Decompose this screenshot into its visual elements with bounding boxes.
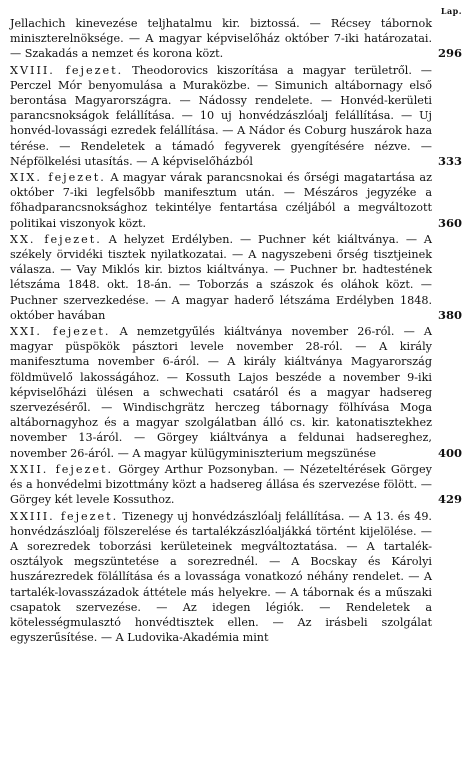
toc-entry-2 bbox=[10, 63, 462, 169]
chapter-heading: XXI. fejezet. bbox=[10, 325, 111, 339]
toc-entry-1 bbox=[10, 16, 462, 62]
chapter-heading: XVIII. fejezet. bbox=[10, 63, 124, 77]
page-number: 360 bbox=[437, 215, 462, 230]
entry-text: A helyzet Erdélyben. — Puchner két kiáltványa. — A székely örvidéki tisztek nyilatkozatai. — A nagyszebeni őrség tisztjeinek válasza. — Vay Miklós kir. biztos kiáltványa. — Puchner br. hadtestének létszáma 1848. okt. 18-án. — Toborzás a szászok és oláhok közt. — Puchner szervezkedése. — A magyar haderő létszáma Erdélyben 1848. október havában bbox=[10, 232, 433, 322]
entry-text: A nemzetgyűlés kiáltványa november 26-ról. — A magyar püspökök pásztori levele november 28-ról. — A király manifesztuma november 6-áról. — A király kiáltványa Magyarország földmüvelő lakosságához. — Kossuth Lajos beszéde a november 9-iki képviselőházi ülésen a schwechati csatáról és a magyar hadsereg szervezéséről. — Windischgrätz herczeg tábornagy fölhívása Moga altábornagyhoz és a magyar szolgálatban álló cs. kir. katonatisztekhez november 13-áról. — Görgey kiáltványa a feldunai hadsereghez, november 26-áról. — A magyar külügyminiszterium megszünése bbox=[10, 325, 432, 460]
page-number: 429 bbox=[437, 492, 462, 507]
page-column-label: Lap. bbox=[440, 6, 462, 16]
toc-entry-3 bbox=[10, 170, 462, 231]
entry-text: Tizenegy uj honvédzászlóalj felállítása. — A 13. és 49. honvédzászlóalj fölszerelése és tartalékzászlóaljákká történt kijelölése. — A sorezredek toborzási kerületeinek megváltoztatása. — A tartalék-osztályok megszüntetése a sorezrednél. — A Bocskay és Károlyi huszárezredek fölállítása és a lovassága vonatkozó néhány rendelet. — A tartalék-lovasszázadok áttétele más helyekre. — A tábornak és a műszaki csapatok szervezése. — Az idegen légiók. — Rendeletek a kötelességmulasztó honvédtisztek ellen. — Az irásbeli szolgálat egyszerűsítése. — A Ludovika-Akadémia mint bbox=[10, 509, 432, 645]
chapter-heading: XXII. fejezet. bbox=[10, 462, 114, 476]
entry-text: Theodorovics kiszorítása a magyar területről. — Perczel Mór benyomulása a Muraközbe. — Simunich altábornagy első berontása Magyarországra. — Nádossy rendelete. — Honvéd-kerületi parancsnokságok felállítása. — 10 uj honvédzászlóalj felállítása. — Uj honvéd-lovassági ezredek felállítása. — A Nádor és Coburg huszárok haza térése. — Rendeletek a támadó fegyverek gyengítésére nézve. — Népfölkelési utasítás. — A képviselőházból bbox=[10, 63, 432, 168]
entry-text: A magyar várak parancsnokai és őrségi magatartása az október 7-iki legfelsőbb manifesztum után. — Mészáros jegyzéke a főhadparancsnoksághoz tekintélye fentartása czéljából a megváltozott politikai viszonyok közt. bbox=[10, 171, 432, 230]
chapter-heading: XXIII. fejezet. bbox=[10, 509, 119, 523]
entry-text: Jellachich kinevezése teljhatalmu kir. biztossá. — Récsey tábornok miniszterelnöksége. — A magyar képviselőház október 7-iki határozatai. — Szakadás a nemzet és korona közt. bbox=[10, 17, 432, 61]
chapter-heading: XX. fejezet. bbox=[10, 232, 102, 246]
chapter-heading: XIX. fejezet. bbox=[10, 171, 106, 185]
entry-text: Görgey Arthur Pozsonyban. — Nézeteltérések Görgey és a honvédelmi bizottmány közt a hadsereg állása és szervezése fölött. — Görgey két levele Kossuthoz. bbox=[10, 462, 432, 507]
toc-entry-4 bbox=[10, 232, 462, 323]
toc-entry-6 bbox=[10, 462, 462, 508]
page-number: 400 bbox=[437, 445, 462, 460]
page-number: 296 bbox=[437, 46, 462, 61]
toc-entry-5 bbox=[10, 324, 462, 461]
page-number: 333 bbox=[437, 153, 462, 168]
page-number: 380 bbox=[437, 307, 462, 322]
table-of-contents bbox=[10, 16, 462, 646]
toc-entry-7 bbox=[10, 509, 462, 646]
